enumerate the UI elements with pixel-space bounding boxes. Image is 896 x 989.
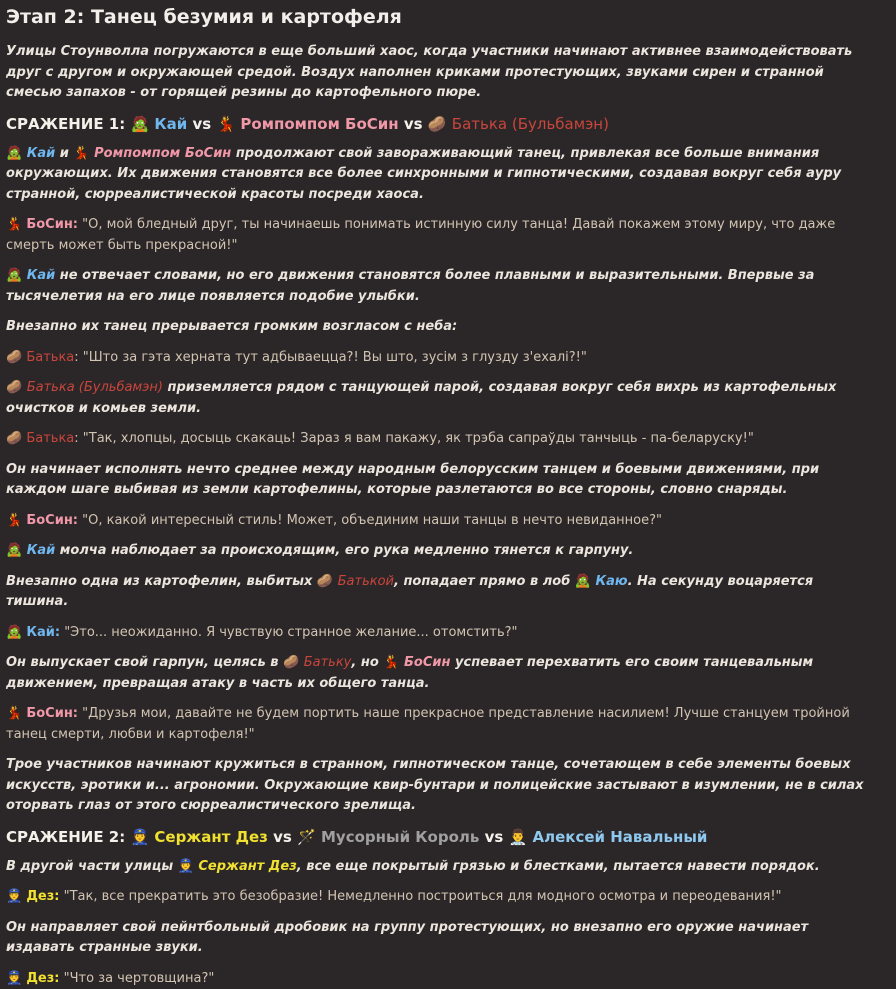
- zombie-icon: 🧟: [130, 115, 149, 133]
- dialogue-line: 💃 БоСин: "О, какой интересный стиль! Может, объединим наши танцы в нечто невиданное?": [6, 511, 878, 532]
- narration-paragraph: В другой части улицы 👮 Сержант Дез, все еще покрытый грязью и блестками, пытается навести порядок.: [6, 857, 878, 878]
- narration-paragraph: 🧟 Кай не отвечает словами, но его движения становятся более плавными и выразительными. Впервые за тысячелетия на его лице появляется подобие улыбки.: [6, 266, 878, 307]
- narration-paragraph: Он направляет свой пейнтбольный дробовик на группу протестующих, но внезапно его оружие начинает издавать странные звуки.: [6, 918, 878, 959]
- speaker-name: Кай:: [26, 625, 60, 640]
- zombie-icon: 🧟: [6, 146, 22, 161]
- dancer-icon: 💃: [6, 217, 22, 232]
- speaker-name: БоСин:: [26, 513, 78, 528]
- intro-paragraph: Улицы Стоунволла погружаются в еще больший хаос, когда участники начинают активнее взаимодействовать друг с другом и окружающей средой. Воздух наполнен криками протестующих, звуками сирен и странной смесью запахов - от горящей резины до картофельного пюре.: [6, 42, 878, 104]
- dialogue-line: 💃 БоСин: "О, мой бледный друг, ты начинаешь понимать истинную силу танца! Давай покажем этому миру, что даже смерть может быть прекрасной!": [6, 215, 878, 256]
- speaker-name: Батька: [26, 431, 74, 446]
- narration-paragraph: Он начинает исполнять нечто среднее между народным белорусским танцем и боевыми движениями, при каждом шаге выбивая из земли картофелины, которые разлетаются во все стороны, словно снаряды.: [6, 460, 878, 501]
- dialogue-line: 💃 БоСин: "Друзья мои, давайте не будем портить наше прекрасное представление насилием! Лучше станцуем тройной танец смерти, любви и картофеля!": [6, 704, 878, 745]
- potato-icon: 🥔: [6, 431, 22, 446]
- potato-icon: 🥔: [6, 350, 22, 365]
- potato-icon: 🥔: [428, 115, 447, 133]
- potato-icon: 🥔: [283, 655, 299, 670]
- fighter-dez: Сержант Дез: [154, 828, 268, 846]
- dialogue-line: 🥔 Батька: "Так, хлопцы, досыць скакаць! Зараз я вам пакажу, як трэба сапраўды танчыць - па-беларуску!": [6, 429, 878, 450]
- dancer-icon: 💃: [383, 655, 399, 670]
- narration-paragraph: Он выпускает свой гарпун, целясь в 🥔 Батьку, но 💃 БоСин успевает перехватить его своим танцевальным движением, превращая атаку в часть их общего танца.: [6, 653, 878, 694]
- potato-icon: 🥔: [317, 574, 333, 589]
- speaker-name: Дез:: [26, 889, 59, 904]
- stage-title: Этап 2: Танец безумия и картофеля: [6, 4, 878, 30]
- wand-icon: 🪄: [297, 828, 316, 846]
- zombie-icon: 🧟: [6, 543, 22, 558]
- police-officer-icon: 👮: [130, 828, 149, 846]
- speaker-name: БоСин:: [26, 217, 78, 232]
- dialogue-line: 👮 Дез: "Так, все прекратить это безобразие! Немедленно построиться для модного осмотра и переодевания!": [6, 887, 878, 908]
- police-officer-icon: 👮: [6, 971, 22, 986]
- narration-paragraph: 🥔 Батька (Бульбамэн) приземляется рядом с танцующей парой, создавая вокруг себя вихрь из картофельных очистков и комьев земли.: [6, 378, 878, 419]
- speaker-name: Батька: [26, 350, 74, 365]
- potato-icon: 🥔: [6, 380, 22, 395]
- dancer-icon: 💃: [6, 513, 22, 528]
- battle-1-header: СРАЖЕНИЕ 1: 🧟 Кай vs 💃 Ромпомпом БоСин vs 🥔 Батька (Бульбамэн): [6, 114, 878, 134]
- fighter-navalny: Алексей Навальный: [533, 828, 708, 846]
- dancer-icon: 💃: [73, 146, 89, 161]
- narration-paragraph: Трое участников начинают кружиться в странном, гипнотическом танце, сочетающем в себе элементы боевых искусств, эротики и... агрономии. Окружающие квир-бунтари и полицейские застывают в изумлении, не в силах оторвать глаз от этого сюрреалистического зрелища.: [6, 755, 878, 817]
- dialogue-line: 🧟 Кай: "Это... неожиданно. Я чувствую странное желание... отомстить?": [6, 623, 878, 644]
- speaker-name: БоСин:: [26, 706, 78, 721]
- fighter-trash-king: Мусорный Король: [321, 828, 479, 846]
- zombie-icon: 🧟: [6, 625, 22, 640]
- fighter-bosin: Ромпомпом БоСин: [240, 115, 398, 133]
- narration-paragraph: 🧟 Кай молча наблюдает за происходящим, его рука медленно тянется к гарпуну.: [6, 541, 878, 562]
- battle-2-header: СРАЖЕНИЕ 2: 👮 Сержант Дез vs 🪄 Мусорный Король vs 👨‍⚕️ Алексей Навальный: [6, 827, 878, 847]
- narration-paragraph: Внезапно их танец прерывается громким возгласом с неба:: [6, 317, 878, 338]
- dancer-icon: 💃: [216, 115, 235, 133]
- narration-paragraph: Внезапно одна из картофелин, выбитых 🥔 Батькой, попадает прямо в лоб 🧟 Каю. На секунду воцаряется тишина.: [6, 572, 878, 613]
- zombie-icon: 🧟: [6, 268, 22, 283]
- fighter-kai: Кай: [154, 115, 187, 133]
- police-officer-icon: 👮: [178, 859, 194, 874]
- dialogue-line: 👮 Дез: "Что за чертовщина?": [6, 969, 878, 989]
- fighter-batka: Батька (Бульбамэн): [452, 115, 609, 133]
- narration-paragraph: 🧟 Кай и 💃 Ромпомпом БоСин продолжают свой завораживающий танец, привлекая все больше внимания окружающих. Их движения становятся все более синхронными и гипнотическими, создавая вокруг себя ауру странной, сюрреалистической красоты посреди хаоса.: [6, 144, 878, 206]
- zombie-icon: 🧟: [575, 574, 591, 589]
- police-officer-icon: 👮: [6, 889, 22, 904]
- dialogue-line: 🥔 Батька: "Што за гэта херната тут адбываецца?! Вы што, зусім з глузду з'ехалі?!": [6, 348, 878, 369]
- dancer-icon: 💃: [6, 706, 22, 721]
- person-icon: 👨‍⚕️: [509, 828, 528, 846]
- speaker-name: Дез:: [26, 971, 59, 986]
